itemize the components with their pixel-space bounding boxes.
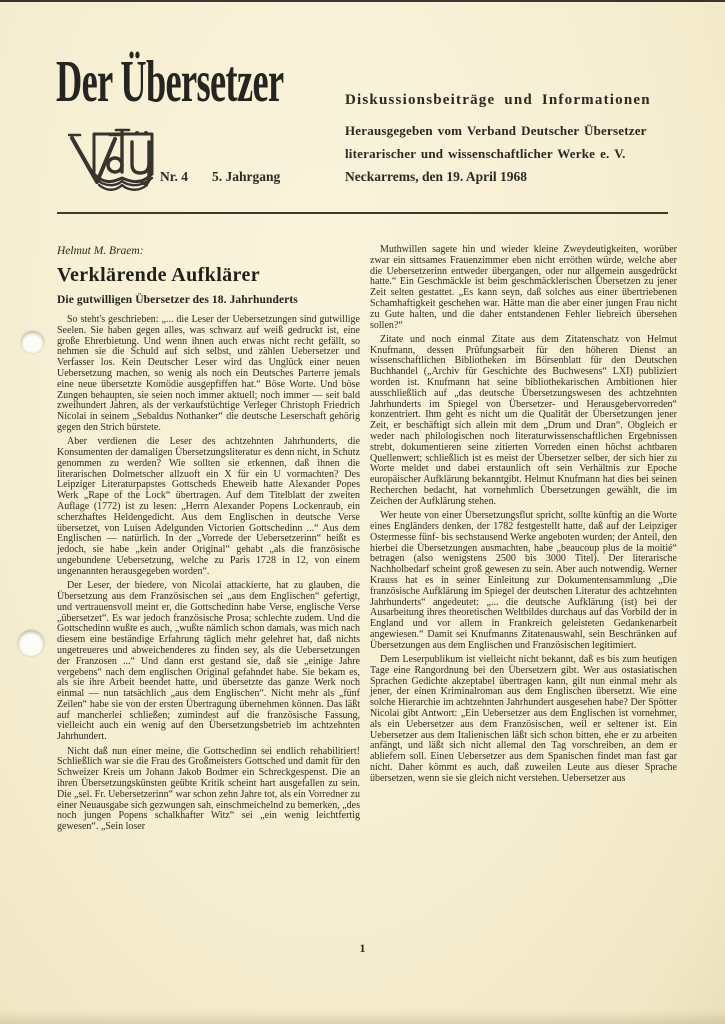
page-number: 1 (359, 941, 366, 955)
publisher-line-1: Herausgegeben vom Verband Deutscher Übersetzer (345, 123, 647, 138)
issue-info-row (0, 169, 725, 185)
issue-volume: 5. Jahrgang (212, 169, 281, 184)
punch-hole-top (21, 331, 44, 353)
article-author: Helmut M. Braem: (57, 245, 144, 257)
left-column-paragraphs (57, 315, 360, 833)
masthead-right-block (345, 92, 675, 165)
article-subtitle: Die gutwilligen Übersetzer des 18. Jahrhunderts (57, 294, 298, 306)
scan-bottom-shade (0, 1010, 725, 1024)
masthead-divider-rule (57, 212, 668, 214)
article-paragraph: Wer heute von einer Übersetzungsflut spricht, sollte künftig an die Worte eines Engländers denken, der 1782 festgestellt hatte, daß auf der Leipziger Ostermesse fünf- bis sechstausend Werke angeboten wurden; der Anteil, den hierbei die Übersetzungen ausmachten, habe „beaucoup plus de la moitié“ betragen (also wenigstens 2500 bis 3000 Titel). Der literarische Nachholbedarf scheint groß gewesen zu sein. Aber auch notwendig. Werner Krauss hat es in seiner Einleitung zur Dokumentensammlung „Die französische Aufklärung im Spiegel der deutschen Literatur des achtzehnten Jahrhunderts“ angedeutet: „... die deutsche Aufklärung (ist) bei der Ausarbeitung ihres theoretischen Weltbildes durchaus auf das Vorbild der in England und vor allem in Frankreich geleisteten Gedankenarbeit angewiesen.“ Damit sei Knufmanns Zitatenauswahl, sein Beschränken auf Übersetzungen aus dem Englischen und Französischen legitimiert. (370, 510, 677, 651)
article-paragraph: Nicht daß nun einer meine, die Gottschedinn sei endlich rehabilitiert! Schließlich war sie die Frau des Großmeisters Gottsched und damit für den Schweizer Kreis um Johann Jakob Bodmer ein Schreckgespenst. Die an ihren Übersetzungskünsten geübte Kritik scheint hart ausgefallen zu sein. Die „sel. Fr. Uebersetzerinn“ war schon zehn Jahre tot, als ein Vorredner zu einer Neuausgabe sich gezwungen sah, einschmeichelnd zu bemerken, „des noch jungen Popens schalkhafter Witz“ sei „ein wenig leichtfertig gewesen“. „Sein loser (57, 745, 360, 833)
article-title: Verklärende Aufklärer (57, 264, 261, 286)
right-column-paragraphs (370, 245, 677, 785)
scan-top-edge (0, 0, 725, 2)
article-column-left (57, 245, 360, 836)
article-paragraph: Aber verdienen die Leser des achtzehnten Jahrhunderts, die Konsumenten der damaligen Übersetzungsliteratur es denn nicht, in Schutz genommen zu werden? Wie sollten sie erkennen, daß ihnen die literarischen Dolmetscher allzuoft ein X für ein U vormachten? Des Leipziger Literaturpapstes Gottscheds Eheweib hatte Alexander Popes Werk „Rape of the Lock“ übertragen. Auf dem Titelblatt der zweiten Auflage (1772) ist zu lesen: „Herrn Alexander Popens Lockenraub, ein scherzhaftes Heldengedicht. Aus dem Englischen in deutsche Verse übersetzet, von Luisen Adelgunden Victorien Gottschedinn ...“ Aus dem Englischen — natürlich. In der „Vorrede der Uebersetzerinn“ heißt es jedoch, sie habe „kein ander Original“ gehabt „als die französische ungebundene Uebersetzung, welche zu Paris 1728 in 12, von einem ungenannten herausgegeben worden“. (57, 436, 360, 577)
article-body (57, 245, 677, 836)
article-paragraph: Zitate und noch einmal Zitate aus dem Zitatenschatz von Helmut Knufmann, dessen Prüfungsarbeit für den höheren Dienst an wissenschaftlichen Bibliotheken im Börsenblatt für den Deutschen Buchhandel („Archiv für Geschichte des Buchwesens“ LXI) publiziert worden ist. Knufmann hat seine bibliothekarischen Ambitionen hier ausschließlich auf „das deutsche Übersetzungswesen des achtzehnten Jahrhunderts im Spiegel von Übersetzer- und Herausgebervorreden“ konzentriert. Ihm geht es nicht um die Qualität der Übersetzungen jener Zeit, er beschäftigt sich allein mit dem „Drum und Dran“. Obgleich er weder nach philologischen noch literaturwissenschaftlichen Ergebnissen strebt, dokumentieren seine zitierten Vorreden einen höchst achtbaren Quellenwert; schließlich ist es meist der Übersetzer selber, der sich hier zu Worte meldet und dabei erstaunlich oft sein Verhältnis zur Epoche europäischer Aufklärung bekanntgibt. Helmut Knufmann hat dies bei seinen Recherchen bedacht, hat vornehmlich Übersetzungen gewählt, die im Zeichen der Aufklärung stehen. (370, 333, 677, 507)
punch-hole-bottom (18, 630, 44, 656)
publisher-line-2: literarischer und wissenschaftlicher Werke e. V. (345, 145, 626, 161)
issue-dateline: Neckarrems, den 19. April 1968 (345, 169, 527, 184)
issue-number: Nr. 4 (160, 169, 189, 184)
article-paragraph: Muthwillen sagete hin und wieder kleine Zweydeutigkeiten, worüber zwar ein sittsames Frauenzimmer eben nicht erröthen würde, welche aber die Uebersetzerinn entweder übergangen, oder nur allgemein ausgedrückt hatte.“ Ein Geschmäckle ist beim geschmäcklerischen Übersetzen zu jener Zeit selten gestattet. „Es kann seyn, daß solches aus einer übertriebenen Schamhaftigkeit geschehen war. Hätte man die aber einer jungen Frau nicht zu Gute halten, und die daher entstandenen Fehler liebreich übersehen sollen?“ (370, 244, 677, 331)
article-paragraph: So steht's geschrieben: „... die Leser der Uebersetzungen sind gutwillige Seelen. Sie haben gegen alles, was schwarz auf weiß gedruckt ist, eine große Ehrerbietung. Und wenn ihnen auch etwas nicht recht gefällt, so nehmen sie die Schuld auf sich selbst, und zählen Uebersetzer und Verfasser los. Kein Deutscher Leser wird das Unglück einer neuen Uebersetzung machen, so wenig als noch ein Deutsches Parterre jemals eine neue übersetzte Komödie ausgepfiffen hat.“ Böse Worte. Und böse Zungen behaupten, sie seien noch immer aktuell; noch immer — seit bald zweihundert Jahren, als der verkaufstüchtige Verleger Christoph Friedrich Nicolai in seinem „Sebaldus Nothanker“ die deutsche Leserschaft gehörig gegen den Strich bürstete. (57, 314, 360, 433)
newsletter-tagline: Diskussionsbeiträge und Informationen (345, 92, 651, 108)
article-paragraph: Dem Leserpublikum ist vielleicht nicht bekannt, daß es bis zum heutigen Tage eine Rangordnung bei den Übersetzern gibt. Wer aus ostasiatischen Sprachen Gedichte akzeptabel übertragen kann, gilt nun einmal mehr als jener, der einen Kriminalroman aus dem Englischen übersetzt. Wie eine solche Hierarchie im achtzehnten Jahrhundert ausgesehen habe? Der Spötter Nicolai gibt Antwort: „Ein Uebersetzer aus dem Englischen ist vornehmer, als ein Uebersetzer aus dem Französischen, weil er seltener ist. Ein Uebersetzer aus dem Italienischen läßt sich schon bitten, ehe er zu arbeiten anfängt, und läßt sich nicht allemal den Tag vorschreiben, an dem er abliefern soll. Einen Uebersetzer aus dem Spanischen findet man fast gar nicht. Daher kömmt es auch, daß zuweilen Leute aus dieser Sprache übersetzen, wenn sie sie gleich nicht verstehen. Uebersetzer aus (370, 653, 677, 784)
newsletter-title: Der Übersetzer (56, 48, 284, 114)
vdu-book-monogram-icon (68, 120, 174, 209)
article-paragraph: Der Leser, der biedere, von Nicolai attackierte, hat zu glauben, die Übersetzung aus dem Französischen sei „aus dem Englischen“ gefertigt, und vertrauensvoll meint er, die Gottschedinn habe Verse, englische Verse „übersetzet“. Es war jedoch französische Prosa; schlechte zudem. Und die Gottschedinn wußte es auch, „wußte nämlich schon damals, was mich nach diesem eine beständige Erfahrung täglich mehr gelehret hat, daß nichts ungetreueres und abweichenderes zu finden sey, als die Uebersetzungen der Franzosen ...“ Und dann erst gestand sie, daß sie „einige Jahre vergebens“ nach dem englischen Original gefahndet habe. Sie bekam es, als sie ihre Arbeit beendet hatte, und übersetzte das ganze Werk noch einmal — nun tatsächlich „aus dem Englischen“. Nicht mehr als „fünf Zeilen“ habe sie von der ersten Übertragung übernehmen können. Das läßt auf mancherlei schließen; zumindest auf die französische Fassung, vielleicht auch ein wenig auf den Übersetzungsbetrieb im achtzehnten Jahrhundert. (57, 580, 360, 743)
article-column-right (370, 245, 677, 836)
